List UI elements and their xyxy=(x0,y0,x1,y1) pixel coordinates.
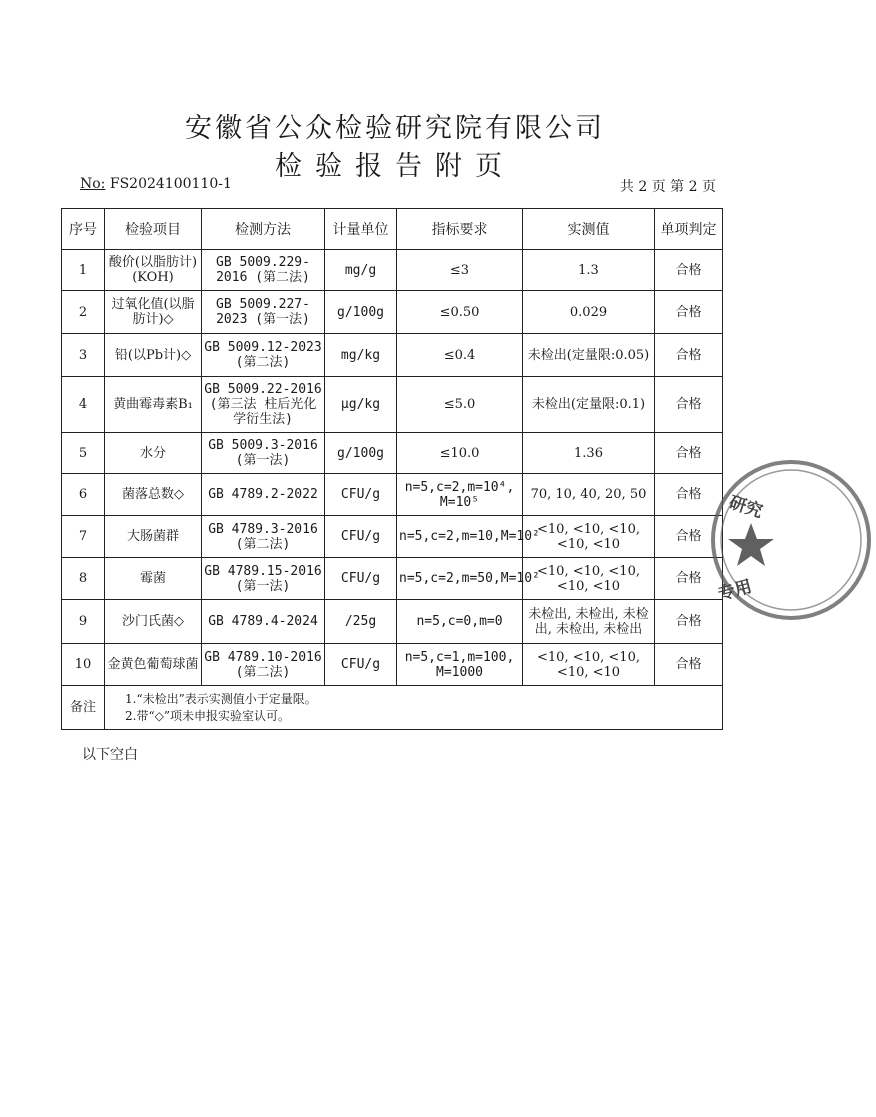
row-method: GB 4789.2-2022 xyxy=(202,474,325,516)
row-unit: CFU/g xyxy=(325,474,397,516)
row-no: 3 xyxy=(62,334,105,377)
row-value: <10, <10, <10, <10, <10 xyxy=(523,516,655,558)
row-item: 酸价(以脂肪计)(KOH) xyxy=(105,250,202,291)
report-number-prefix: No: xyxy=(80,176,106,192)
row-method: GB 4789.4-2024 xyxy=(202,600,325,644)
row-item: 水分 xyxy=(105,433,202,474)
row-requirement: ≤0.50 xyxy=(397,291,523,334)
seal-star-icon xyxy=(728,523,774,566)
row-value: 未检出, 未检出, 未检出, 未检出, 未检出 xyxy=(523,600,655,644)
header-requirement: 指标要求 xyxy=(397,209,523,250)
row-no: 10 xyxy=(62,644,105,686)
header-unit: 计量单位 xyxy=(325,209,397,250)
note-line: 2.带“◇”项未申报实验室认可。 xyxy=(125,708,290,723)
row-unit: CFU/g xyxy=(325,558,397,600)
table-row xyxy=(62,250,723,291)
row-item: 菌落总数◇ xyxy=(105,474,202,516)
table-row xyxy=(62,600,723,644)
seal-text-bottom: 专用 xyxy=(716,576,755,605)
document-title: 检验报告附页 xyxy=(275,151,515,182)
table-row xyxy=(62,474,723,516)
row-unit: g/100g xyxy=(325,433,397,474)
row-no: 1 xyxy=(62,250,105,291)
row-item: 铅(以Pb计)◇ xyxy=(105,334,202,377)
row-requirement: n=5,c=2,m=50,M=10² xyxy=(397,558,523,600)
header-verdict: 单项判定 xyxy=(655,209,723,250)
row-requirement: n=5,c=2,m=10,M=10² xyxy=(397,516,523,558)
row-item: 金黄色葡萄球菌 xyxy=(105,644,202,686)
row-requirement: ≤10.0 xyxy=(397,433,523,474)
row-no: 8 xyxy=(62,558,105,600)
row-no: 2 xyxy=(62,291,105,334)
row-value: 70, 10, 40, 20, 50 xyxy=(523,474,655,516)
row-item: 过氧化值(以脂肪计)◇ xyxy=(105,291,202,334)
table-row xyxy=(62,291,723,334)
inspection-table xyxy=(61,208,723,730)
header-method: 检测方法 xyxy=(202,209,325,250)
official-seal xyxy=(706,455,876,625)
row-requirement: n=5,c=1,m=100, M=1000 xyxy=(397,644,523,686)
note-line: 1.“未检出”表示实测值小于定量限。 xyxy=(125,691,317,706)
row-no: 6 xyxy=(62,474,105,516)
row-requirement: ≤5.0 xyxy=(397,377,523,433)
row-method: GB 4789.10-2016 (第二法) xyxy=(202,644,325,686)
row-item: 大肠菌群 xyxy=(105,516,202,558)
organization-name: 安徽省公众检验研究院有限公司 xyxy=(185,113,605,144)
row-method: GB 5009.227-2023 (第一法) xyxy=(202,291,325,334)
row-no: 7 xyxy=(62,516,105,558)
row-verdict: 合格 xyxy=(655,644,723,686)
row-method: GB 5009.3-2016 (第一法) xyxy=(202,433,325,474)
table-row xyxy=(62,377,723,433)
row-requirement: n=5,c=0,m=0 xyxy=(397,600,523,644)
row-value: 1.36 xyxy=(523,433,655,474)
row-value: 0.029 xyxy=(523,291,655,334)
header-no: 序号 xyxy=(62,209,105,250)
row-item: 沙门氏菌◇ xyxy=(105,600,202,644)
table-row xyxy=(62,433,723,474)
row-verdict: 合格 xyxy=(655,600,723,644)
row-method: GB 4789.3-2016 (第二法) xyxy=(202,516,325,558)
table-row xyxy=(62,516,723,558)
row-verdict: 合格 xyxy=(655,516,723,558)
row-verdict: 合格 xyxy=(655,558,723,600)
row-value: <10, <10, <10, <10, <10 xyxy=(523,558,655,600)
report-number xyxy=(80,176,232,192)
row-unit: g/100g xyxy=(325,291,397,334)
table-row xyxy=(62,334,723,377)
row-verdict: 合格 xyxy=(655,334,723,377)
blank-below-notice: 以下空白 xyxy=(82,747,138,763)
header-item: 检验项目 xyxy=(105,209,202,250)
row-method: GB 4789.15-2016 (第一法) xyxy=(202,558,325,600)
row-no: 5 xyxy=(62,433,105,474)
row-method: GB 5009.12-2023 (第二法) xyxy=(202,334,325,377)
row-verdict: 合格 xyxy=(655,377,723,433)
table-header-row xyxy=(62,209,723,250)
table-row xyxy=(62,558,723,600)
row-requirement: n=5,c=2,m=10⁴, M=10⁵ xyxy=(397,474,523,516)
row-value: <10, <10, <10, <10, <10 xyxy=(523,644,655,686)
table-row xyxy=(62,644,723,686)
header-measured-value: 实测值 xyxy=(523,209,655,250)
row-verdict: 合格 xyxy=(655,291,723,334)
row-no: 9 xyxy=(62,600,105,644)
row-verdict: 合格 xyxy=(655,474,723,516)
notes-row xyxy=(62,686,723,730)
notes-label: 备注 xyxy=(62,686,105,730)
row-verdict: 合格 xyxy=(655,433,723,474)
seal-text-top: 研究 xyxy=(726,492,765,523)
row-unit: /25g xyxy=(325,600,397,644)
row-method: GB 5009.22-2016 (第三法 柱后光化学衍生法) xyxy=(202,377,325,433)
row-unit: μg/kg xyxy=(325,377,397,433)
row-requirement: ≤3 xyxy=(397,250,523,291)
row-no: 4 xyxy=(62,377,105,433)
notes-content xyxy=(105,686,723,730)
row-requirement: ≤0.4 xyxy=(397,334,523,377)
row-unit: CFU/g xyxy=(325,516,397,558)
row-method: GB 5009.229-2016 (第二法) xyxy=(202,250,325,291)
row-value: 未检出(定量限:0.05) xyxy=(523,334,655,377)
row-verdict: 合格 xyxy=(655,250,723,291)
row-item: 霉菌 xyxy=(105,558,202,600)
report-number-value: FS2024100110-1 xyxy=(109,176,232,192)
row-value: 1.3 xyxy=(523,250,655,291)
row-unit: mg/kg xyxy=(325,334,397,377)
page-info: 共 2 页 第 2 页 xyxy=(619,179,716,195)
row-value: 未检出(定量限:0.1) xyxy=(523,377,655,433)
row-unit: CFU/g xyxy=(325,644,397,686)
row-unit: mg/g xyxy=(325,250,397,291)
row-item: 黄曲霉毒素B₁ xyxy=(105,377,202,433)
